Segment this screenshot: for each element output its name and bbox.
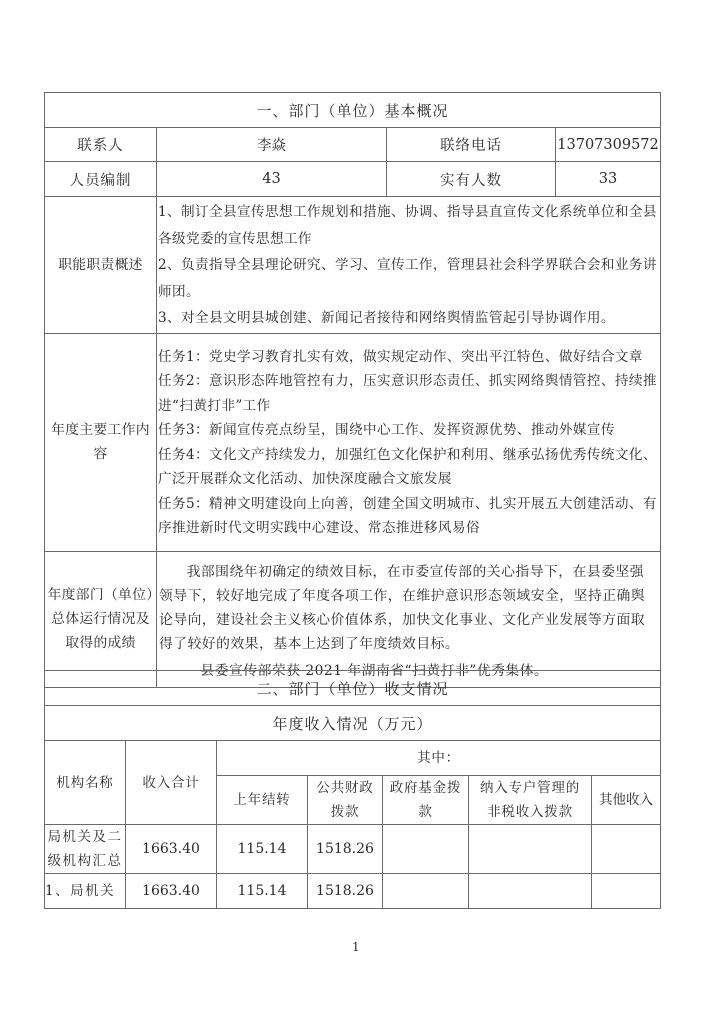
actual-staff-label: 实有人数 xyxy=(387,162,556,197)
section1-title: 一、部门（单位）基本概况 xyxy=(45,93,661,128)
task-item: 任务2：意识形态阵地管控有力，压实意识形态责任、抓实网络舆情管控、持续推进“扫黄打非”工作 xyxy=(158,373,657,414)
task-item: 任务1：党史学习教育扎实有效，做实规定动作、突出平江特色、做好结合文章 xyxy=(158,348,643,365)
duty-item: 2、负责指导全县理论研究、学习、宣传工作，管理县社会科学界联合会和业务讲师团。 xyxy=(158,257,657,300)
section2-title: 二、部门（单位）收支情况 xyxy=(45,671,661,706)
duty-item: 3、对全县文明县城创建、新闻记者接待和网络舆情监管起引导协调作用。 xyxy=(158,310,615,326)
row-total: 1663.40 xyxy=(126,874,217,909)
contact-label: 联系人 xyxy=(45,128,157,162)
col-gov-fund: 政府基金拨款 xyxy=(383,776,469,825)
row-non-tax xyxy=(469,874,592,909)
row-carryover: 115.14 xyxy=(217,825,308,874)
task-item: 任务3：新闻宣传亮点纷呈，围绕中心工作、发挥资源优势、推动外媒宣传 xyxy=(158,422,615,438)
achievements-paragraph: 我部围绕年初确定的绩效目标，在市委宣传部的关心指导下，在县委坚强领导下，较好地完成了年度各项工作，在维护意识形态领域安全，坚持正确舆论导向，建设社会主义核心价值体系，加快文化事业、文化产业发展等方面取得了较好的效果，基本上达到了年度绩效目标。 xyxy=(159,563,646,652)
page-number: 1 xyxy=(352,940,360,954)
staff-quota-label: 人员编制 xyxy=(45,162,157,197)
contact-value: 李焱 xyxy=(157,128,387,162)
phone-value: 13707309572 xyxy=(556,128,661,162)
award-paragraph: 县委宣传部荣获 2021 年湖南省“扫黄打非”优秀集体。 xyxy=(200,662,549,679)
tasks-content xyxy=(157,333,661,551)
table-row xyxy=(45,825,661,874)
row-other xyxy=(592,825,661,874)
col-non-tax: 纳入专户管理的非税收入拨款 xyxy=(469,776,592,825)
row-other xyxy=(592,874,661,909)
task-item: 任务4：文化文产持续发力，加强红色文化保护和利用、继承弘扬优秀传统文化、广泛开展群众文化活动、加快深度融合文旅发展 xyxy=(158,446,657,487)
achievements-label: 年度部门（单位）总体运行情况及取得的成绩 xyxy=(45,551,157,687)
col-public-finance: 公共财政拨款 xyxy=(308,776,383,825)
row-gov-fund xyxy=(383,874,469,909)
row-public-finance: 1518.26 xyxy=(308,825,383,874)
achievements-content xyxy=(157,551,661,687)
row-carryover: 115.14 xyxy=(217,874,308,909)
row-public-finance: 1518.26 xyxy=(308,874,383,909)
duties-label: 职能职责概述 xyxy=(45,197,157,334)
task-item: 任务5：精神文明建设向上向善，创建全国文明城市、扎实开展五大创建活动、有序推进新时代文明实践中心建设、常态推进移风易俗 xyxy=(158,495,657,536)
actual-staff-value: 33 xyxy=(556,162,661,197)
income-title: 年度收入情况（万元） xyxy=(45,706,661,741)
row-org-name: 局机关及二级机构汇总 xyxy=(45,825,126,874)
duties-content xyxy=(157,197,661,334)
income-table xyxy=(44,670,661,909)
row-org-name: 1、局机关 xyxy=(45,874,126,909)
phone-label: 联络电话 xyxy=(387,128,556,162)
staff-quota-value: 43 xyxy=(157,162,387,197)
col-of-which: 其中： xyxy=(217,741,661,776)
duty-item: 1、制订全县宣传思想工作规划和措施、协调、指导县直宣传文化系统单位和全县各级党委的宣传思想工作 xyxy=(158,204,657,247)
basic-overview-table xyxy=(44,92,661,688)
col-org-name: 机构名称 xyxy=(45,741,126,825)
col-other: 其他收入 xyxy=(592,776,661,825)
table-row xyxy=(45,874,661,909)
tasks-label: 年度主要工作内容 xyxy=(45,333,157,551)
col-carryover: 上年结转 xyxy=(217,776,308,825)
row-gov-fund xyxy=(383,825,469,874)
row-non-tax xyxy=(469,825,592,874)
col-total: 收入合计 xyxy=(126,741,217,825)
row-total: 1663.40 xyxy=(126,825,217,874)
